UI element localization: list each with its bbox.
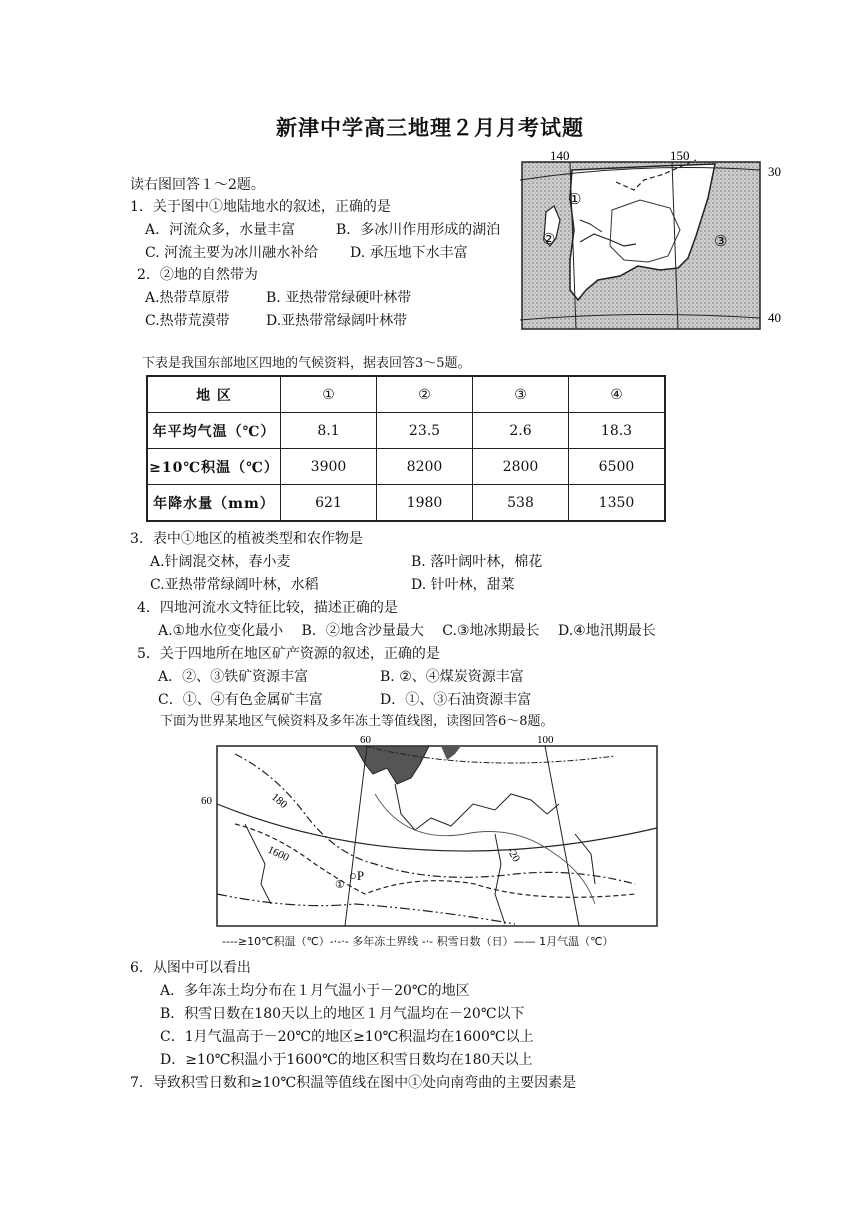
q6-option-b: B．积雪日数在180天以上的地区１月气温均在－20℃以下 [160,1006,525,1022]
map1-lat-30: 30 [768,164,781,179]
row-label-temp: 年平均气温（℃） [147,413,281,449]
q7-stem: 7．导致积雪日数和≥10℃积温等值线在图中①处向南弯曲的主要因素是 [130,1075,577,1091]
map2-lat-60: 60 [201,795,212,807]
table-cell: 2800 [473,449,569,485]
row-label-precip: 年降水量（mm） [147,485,281,522]
table-cell: 1980 [377,485,473,522]
q1-option-d: D. 承压地下水丰富 [350,245,468,261]
map1-region-2: ② [542,230,556,248]
q1-stem: 1．关于图中①地陆地水的叙述，正确的是 [130,199,391,215]
row-label-accum-temp: ≥10℃积温（℃） [147,449,281,485]
q2-option-a: A.热带草原带 [145,290,230,306]
table-cell: 8.1 [281,413,377,449]
q4-options: A.①地水位变化最小 B．②地含沙量最大 C.③地冰期最长 D.④地汛期最长 [158,623,656,639]
q3-option-a: A.针阔混交林，春小麦 [150,554,291,570]
q1-option-b: B．多冰川作用形成的湖泊 [336,222,501,238]
table-row [147,413,665,449]
table-cell: 3900 [281,449,377,485]
q6-option-d: D．≥10℃积温小于1600℃的地区积雪日数均在180天以上 [160,1052,533,1068]
table-header-2: ② [377,376,473,413]
table-intro: 下表是我国东部地区四地的气候资料，据表回答3～5题。 [142,356,471,371]
map2-intro: 下面为世界某地区气候资料及多年冻土等值线图，读图回答6～8题。 [160,714,554,729]
q3-option-b: B. 落叶阔叶林，棉花 [411,554,543,570]
table-cell: 18.3 [569,413,666,449]
q1-option-a: A．河流众多，水量丰富 [145,222,296,238]
q1-2-intro: 读右图回答１～2题。 [130,177,265,193]
table-header-4: ④ [569,376,666,413]
q5-option-a: A．②、③铁矿资源丰富 [158,669,309,685]
q5-stem: 5．关于四地所在地区矿产资源的叙述，正确的是 [137,646,440,662]
table-cell: 621 [281,485,377,522]
q6-stem: 6．从图中可以看出 [130,960,251,976]
q2-option-d: D.亚热带常绿阔叶林带 [266,313,408,329]
map2-legend: ----≥10℃积温（℃）-·-·- 多年冻土界线 -·- 积雪日数（日）—— 1月气温（℃） [222,935,614,948]
map1-region-3: ③ [714,232,728,250]
climate-table [146,375,666,522]
q5-option-b: B. ②、④煤炭资源丰富 [380,669,524,685]
map2-point-1: ① [335,878,345,891]
map-1 [520,150,810,330]
table-cell: 23.5 [377,413,473,449]
map1-lon-150: 150 [670,148,690,163]
table-cell: 2.6 [473,413,569,449]
table-header-row [147,376,665,413]
isoline-label-1600: 1600 [265,843,291,865]
q3-option-c: C.亚热带常绿阔叶林，水稻 [150,577,319,593]
q6-option-a: A．多年冻土均分布在１月气温小于－20℃的地区 [160,983,470,999]
table-row [147,449,665,485]
map-2 [201,734,660,949]
q4-stem: 4．四地河流水文特征比较，描述正确的是 [137,600,398,616]
q2-stem: 2．②地的自然带为 [137,267,258,283]
map1-region-1: ① [568,190,582,208]
map1-lat-40: 40 [768,310,781,325]
map2-lon-60: 60 [360,734,371,746]
q3-stem: 3．表中①地区的植被类型和农作物是 [130,531,363,547]
q3-option-d: D. 针叶林，甜菜 [411,577,515,593]
table-cell: 538 [473,485,569,522]
table-cell: 6500 [569,449,666,485]
q2-option-c: C.热带荒漠带 [145,313,230,329]
table-header-1: ① [281,376,377,413]
q5-option-c: C．①、④有色金属矿丰富 [158,692,323,708]
table-header-3: ③ [473,376,569,413]
isoline-label-minus20: -20 [504,845,523,865]
map1-lon-140: 140 [550,148,570,163]
map2-point-p: ○P [349,868,365,883]
isoline-label-180: 180 [269,791,290,811]
q1-option-c: C. 河流主要为冰川融水补给 [145,245,319,261]
q5-option-d: D．①、③石油资源丰富 [380,692,532,708]
table-cell: 8200 [377,449,473,485]
q2-option-b: B. 亚热带常绿硬叶林带 [266,290,412,306]
table-cell: 1350 [569,485,666,522]
map2-lon-100: 100 [537,734,554,746]
table-header-region: 地 区 [147,376,281,413]
table-row [147,485,665,522]
q6-option-c: C．1月气温高于－20℃的地区≥10℃积温均在1600℃以上 [160,1029,534,1045]
page-title: 新津中学高三地理２月月考试题 [276,115,584,140]
